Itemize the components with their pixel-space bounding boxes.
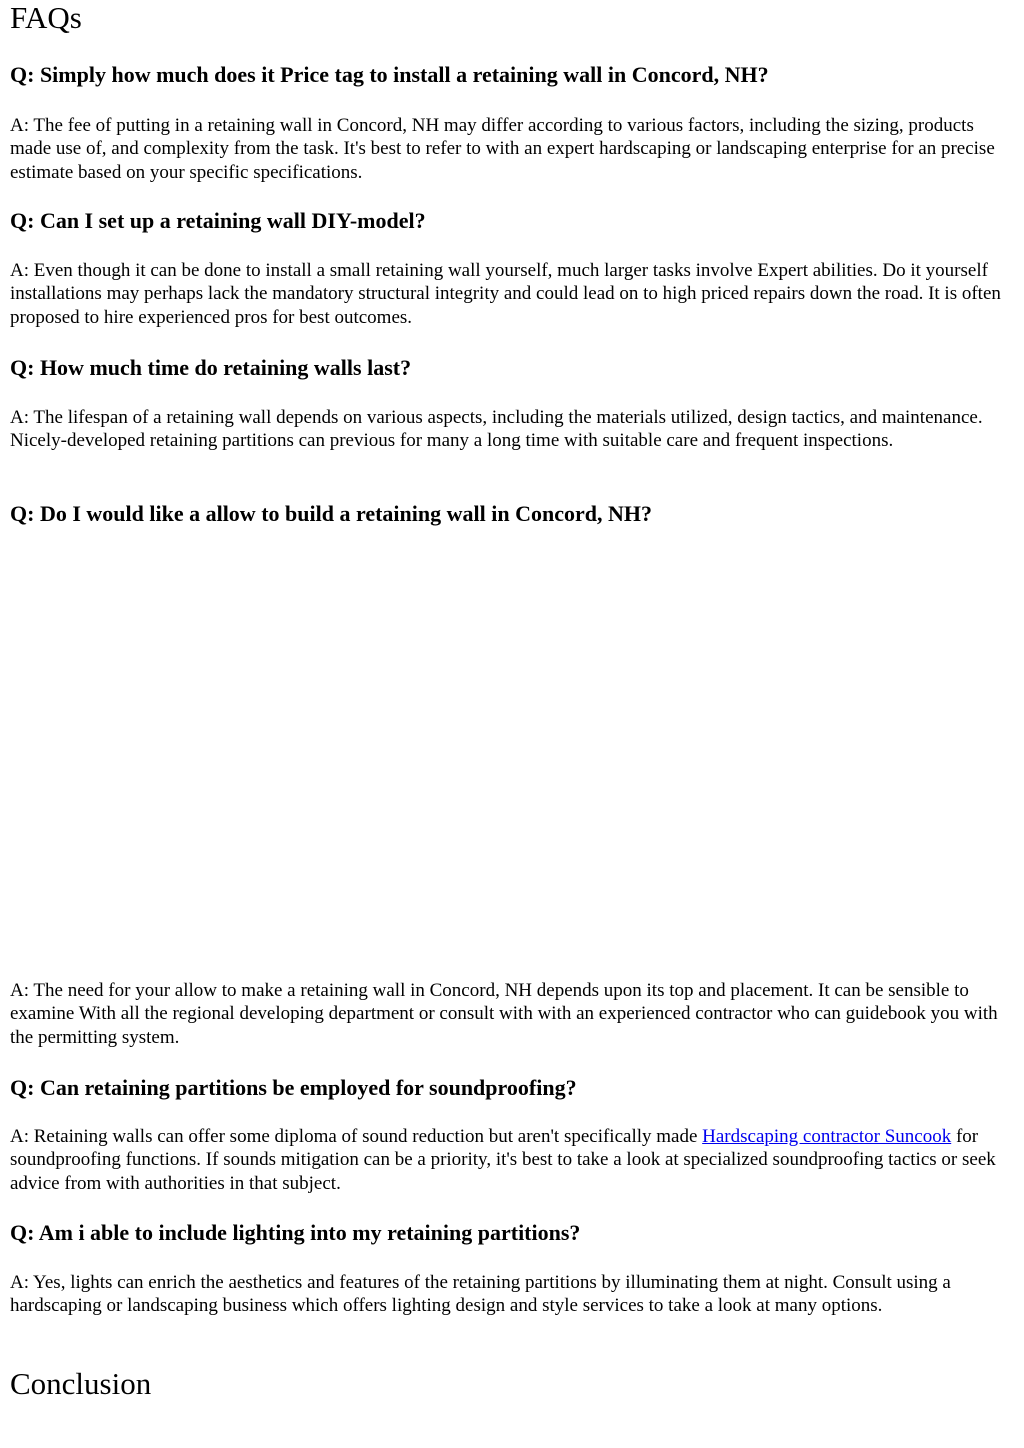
faq-question-lighting: Q: Am i able to include lighting into my retaining partitions? bbox=[10, 1220, 581, 1245]
faq-answer-cost: A: The fee of putting in a retaining wall in Concord, NH may differ according to various factors, including the sizing, products made use of, and complexity from the task. It's best to refer to with an expert hardscaping or landscaping enterprise for an precise estimate based on your specific specifications. bbox=[10, 115, 995, 183]
faq-question-cost: Q: Simply how much does it Price tag to install a retaining wall in Concord, NH? bbox=[10, 62, 769, 87]
conclusion-heading: Conclusion bbox=[10, 1366, 152, 1401]
faq-answer-permit: A: The need for your allow to make a retaining wall in Concord, NH depends upon its top and placement. It can be sensible to examine With all the regional developing department or consult with with an experienced contractor who can guidebook you with the permitting system. bbox=[10, 980, 998, 1048]
faq-answer-diy: A: Even though it can be done to install a small retaining wall yourself, much larger tasks involve Expert abilities. Do it yourself installations may perhaps lack the mandatory structural integrity and could lead on to high priced repairs down the road. It is often proposed to hire experienced pros for best outcomes. bbox=[10, 260, 1001, 328]
faq-question-permit: Q: Do I would like a allow to build a retaining wall in Concord, NH? bbox=[10, 501, 652, 526]
faqs-heading: FAQs bbox=[10, 0, 82, 35]
faq-answer-lifespan: A: The lifespan of a retaining wall depends on various aspects, including the materials utilized, design tactics, and maintenance. Nicely-developed retaining partitions can previous for many a long time with suitable care and frequent inspections. bbox=[10, 407, 983, 452]
faq-question-soundproofing: Q: Can retaining partitions be employed for soundproofing? bbox=[10, 1075, 577, 1100]
faq-answer-lighting: A: Yes, lights can enrich the aesthetics and features of the retaining partitions by illuminating them at night. Consult using a hardscaping or landscaping business which offers lighting design and style services to take a look at many options. bbox=[10, 1272, 951, 1317]
faq-answer-soundproofing bbox=[10, 1125, 1010, 1195]
faq-question-lifespan: Q: How much time do retaining walls last? bbox=[10, 355, 412, 380]
faq-question-diy: Q: Can I set up a retaining wall DIY-model? bbox=[10, 208, 426, 233]
answer-text-before-link: A: Retaining walls can offer some diploma of sound reduction but aren't specifically made bbox=[10, 1126, 703, 1147]
answer-text-after-link: for soundproofing functions. If sounds mitigation can be a priority, it's best to take a look at specialized soundproofing tactics or seek advice from with authorities in that subject. bbox=[10, 1126, 996, 1194]
blank-embed-area bbox=[10, 540, 1010, 970]
hardscaping-contractor-link[interactable]: Hardscaping contractor Suncook bbox=[702, 1126, 952, 1147]
